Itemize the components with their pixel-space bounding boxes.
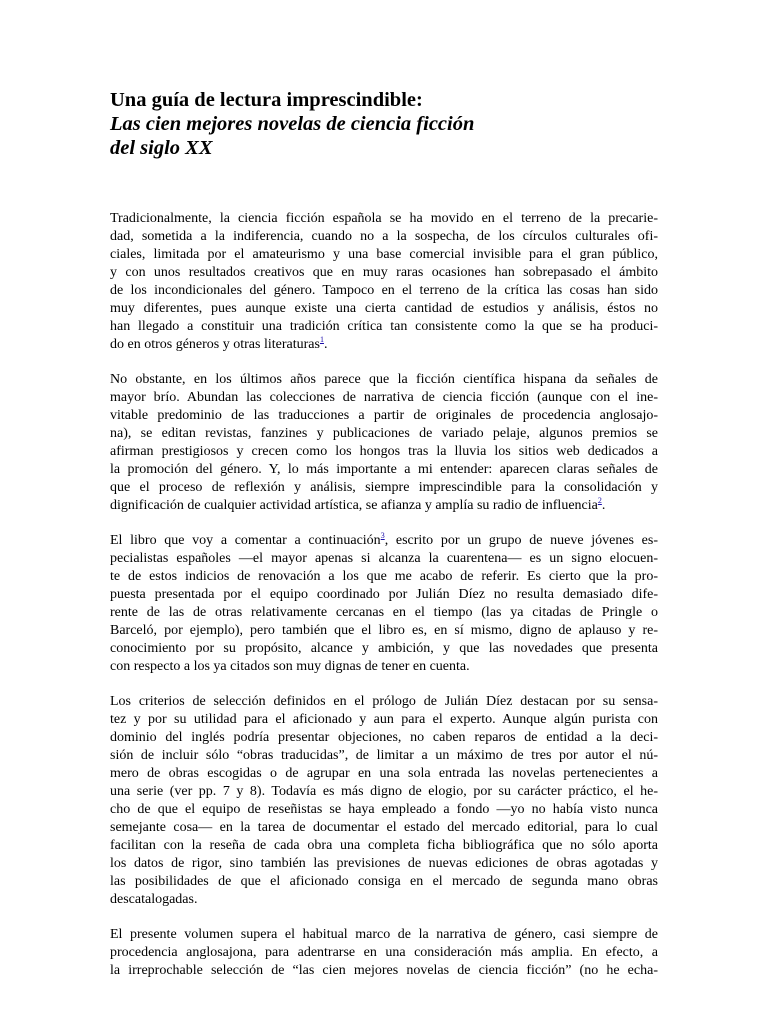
title-line-1: Una guía de lectura imprescindible: <box>110 89 423 111</box>
text-fragment: do en otros géneros y otras literaturas <box>110 337 320 352</box>
text-line: cho de que el equipo de reseñistas se haya empleado a fondo —yo no había visto nunca <box>110 802 658 817</box>
text-line: na), se editan revistas, fanzines y publicaciones de variado pelaje, algunos premios se <box>110 426 658 441</box>
text-line: facilitan con la reseña de cada obra una completa ficha bibliográfica que no sólo aporta <box>110 838 658 853</box>
text-line: la promoción del género. Y, lo más importante a mi entender: aparecen claras señales de <box>110 462 658 477</box>
document-body <box>110 210 658 980</box>
text-fragment: El libro que voy a comentar a continuación <box>110 533 381 548</box>
text-line <box>110 497 658 515</box>
text-line: mayor brío. Abundan las colecciones de narrativa de ciencia ficción (aunque con el ine- <box>110 390 658 405</box>
text-line: muy diferentes, pues aunque existe una cierta cantidad de estudios y análisis, éstos no <box>110 301 658 316</box>
text-line: ciales, limitada por el amateurismo y una base comercial invisible para el gran público, <box>110 247 658 262</box>
text-line: una serie (ver pp. 7 y 8). Todavía es más digno de elogio, por su carácter práctico, el he- <box>110 784 658 799</box>
text-line: afirman prestigiosos y crecen como los hongos tras la lluvia los sitios web dedicados a <box>110 444 658 459</box>
text-fragment: . <box>601 498 606 513</box>
text-line: la irreprochable selección de “las cien mejores novelas de ciencia ficción” (no he echa- <box>110 963 658 978</box>
text-line: y con unos resultados creativos que en muy raras ocasiones han sobrepasado el ámbito <box>110 265 658 280</box>
footnote-link-2[interactable]: 2 <box>597 496 602 505</box>
text-fragment: . <box>323 337 328 352</box>
footnote-link-1[interactable]: 1 <box>319 335 324 344</box>
text-line: tez y por su utilidad para el aficionado y aun para el experto. Aunque algún purista con <box>110 712 658 727</box>
text-line: los datos de rigor, sino también las previsiones de nuevas ediciones de obras agotadas y <box>110 856 658 871</box>
title-line-3: del siglo XX <box>110 137 213 159</box>
text-line: semejante cosa— en la tarea de documentar el estado del mercado editorial, para lo cual <box>110 820 658 835</box>
text-line: vitable predominio de las traducciones a partir de originales de procedencia anglosajo- <box>110 408 658 423</box>
text-line: rente de las de otras relativamente cercanas en el tiempo (las ya citadas de Pringle o <box>110 605 658 620</box>
text-line: procedencia anglosajona, para adentrarse en una consideración más amplia. En efecto, a <box>110 945 658 960</box>
text-line: puesta presentada por el equipo coordinado por Julián Díez no resulta demasiado dife- <box>110 587 658 602</box>
text-line: conocimiento por su propósito, alcance y ambición, y que las novedades que presenta <box>110 641 658 656</box>
text-line: te de estos indicios de renovación a los que me acabo de referir. Es cierto que la pro- <box>110 569 658 584</box>
text-line: sión de incluir sólo “obras traducidas”, de limitar a un máximo de tres por autor el nú- <box>110 748 658 763</box>
text-line: pecialistas españoles —el mayor apenas si alcanza la cuarentena— es un signo elocuen- <box>110 551 658 566</box>
text-line: dominio del inglés podría presentar objeciones, no caben reparos de entidad a la deci- <box>110 730 658 745</box>
paragraph-5 <box>110 926 658 980</box>
text-line: han llegado a constituir una tradición crítica tan consistente como la que se ha produci- <box>110 319 658 334</box>
title-line-2: Las cien mejores novelas de ciencia ficción <box>110 113 475 135</box>
paragraph-3 <box>110 532 658 676</box>
text-line <box>110 532 658 550</box>
text-line: de los incondicionales del género. Tampoco en el terreno de la crítica las cosas han sido <box>110 283 658 298</box>
text-line: mero de obras escogidas o de agrupar en una sola entrada las novelas pertenecientes a <box>110 766 658 781</box>
text-line: descatalogadas. <box>110 892 198 907</box>
text-line: Barceló, por ejemplo), pero también que el libro es, en sí mismo, digno de aplauso y re- <box>110 623 658 638</box>
paragraph-1 <box>110 210 658 354</box>
text-line: El presente volumen supera el habitual marco de la narrativa de género, casi siempre de <box>110 927 658 942</box>
text-line: No obstante, en los últimos años parece que la ficción científica hispana da señales de <box>110 372 658 387</box>
text-line: las posibilidades de que el aficionado consiga en el mercado de segunda mano obras <box>110 874 658 889</box>
paragraph-4 <box>110 693 658 909</box>
document-page <box>110 88 658 997</box>
text-line: dad, sometida a la indiferencia, cuando no a la sospecha, de los círculos culturales ofi- <box>110 229 658 244</box>
text-line: Los criterios de selección definidos en el prólogo de Julián Díez destacan por su sensa- <box>110 694 658 709</box>
document-title <box>110 88 658 160</box>
text-line: con respecto a los ya citados son muy dignas de tener en cuenta. <box>110 659 470 674</box>
paragraph-2 <box>110 371 658 515</box>
text-line: que el proceso de reflexión y análisis, siempre imprescindible para la consolidación y <box>110 480 658 495</box>
text-fragment: , escrito por un grupo de nueve jóvenes es- <box>384 533 659 548</box>
text-line <box>110 336 658 354</box>
text-fragment: dignificación de cualquier actividad artística, se afianza y amplía su radio de influencia <box>110 498 598 513</box>
footnote-link-3[interactable]: 3 <box>380 531 385 540</box>
text-line: Tradicionalmente, la ciencia ficción española se ha movido en el terreno de la precarie- <box>110 211 658 226</box>
